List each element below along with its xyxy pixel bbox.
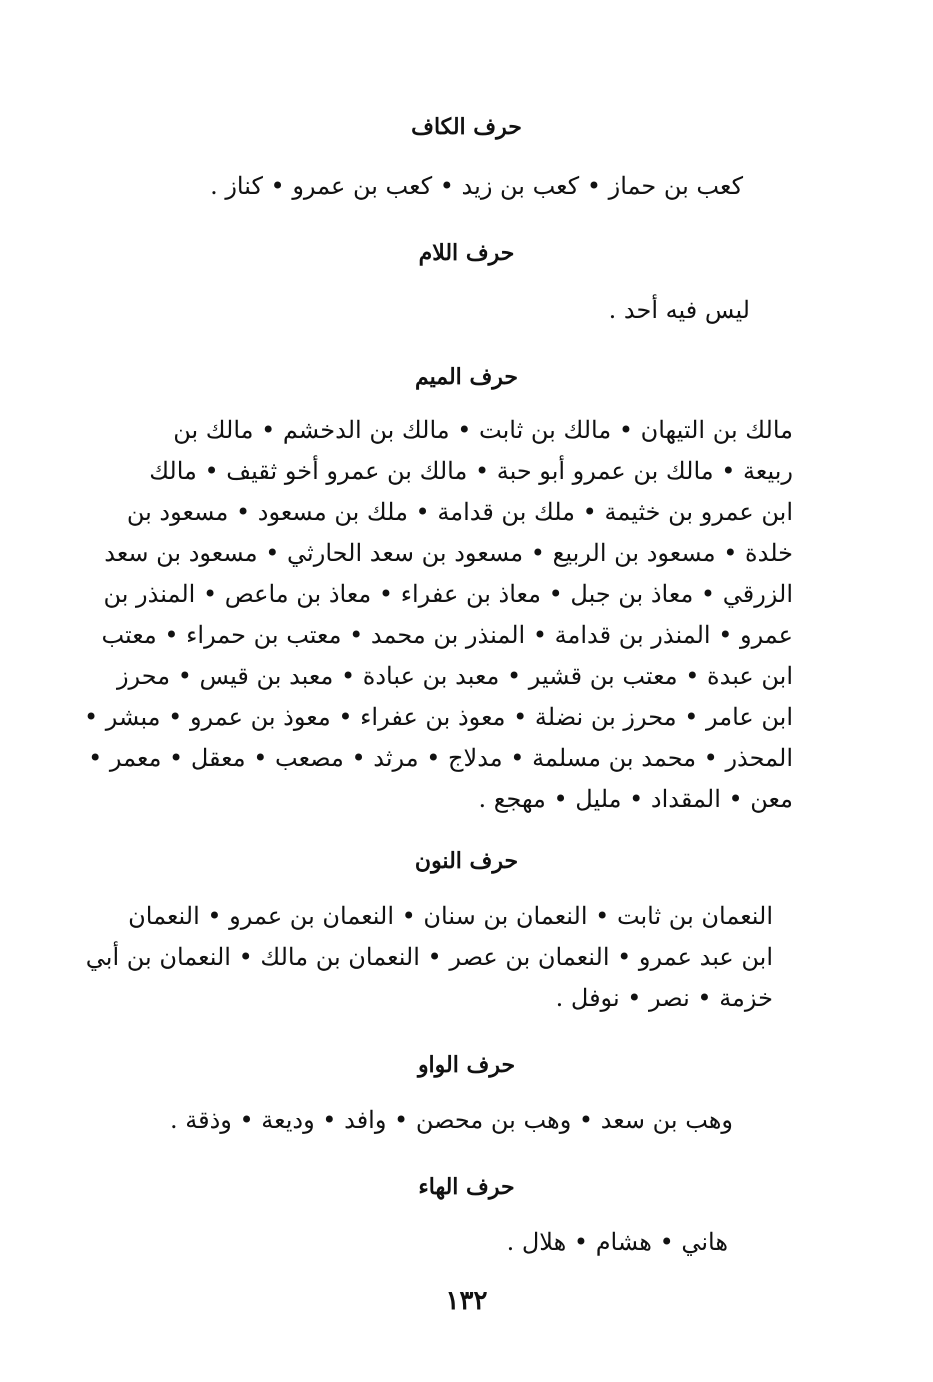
section-heading-ha: حرف الهاء — [418, 1174, 515, 1200]
section-heading-nun: حرف النون — [414, 848, 519, 874]
section-heading-mim: حرف الميم — [414, 364, 519, 390]
text-line: ليس فيه أحد . — [608, 296, 750, 324]
text-line: المحذر • محمد بن مسلمة • مدلاج • مرثد • مصعب • معقل • معمر • — [88, 744, 793, 772]
text-line: ابن عمرو بن خثيمة • ملك بن قدامة • ملك بن مسعود • مسعود بن — [126, 498, 793, 526]
text-line: معن • المقداد • مليل • مهجع . — [478, 785, 793, 813]
page-number: ١٣٢ — [445, 1286, 488, 1316]
text-line: الزرقي • معاذ بن جبل • معاذ بن عفراء • معاذ بن ماعص • المنذر بن — [103, 580, 793, 608]
text-line: وهب بن سعد • وهب بن محصن • وافد • وديعة • وذقة . — [169, 1106, 733, 1134]
text-line: النعمان بن ثابت • النعمان بن سنان • النعمان بن عمرو • النعمان — [128, 902, 773, 930]
text-line: ابن عبدة • معتب بن قشير • معبد بن عبادة • معبد بن قيس • محرز — [116, 662, 793, 690]
text-line: هاني • هشام • هلال . — [506, 1228, 728, 1256]
section-heading-lam: حرف اللام — [418, 240, 515, 266]
text-line: كعب بن حماز • كعب بن زيد • كعب بن عمرو • كناز . — [210, 172, 743, 200]
section-heading-kaf: حرف الكاف — [411, 114, 522, 140]
section-body-lam — [190, 290, 750, 331]
text-line: عمرو • المنذر بن قدامة • المنذر بن محمد • معتب بن حمراء • معتب — [101, 621, 793, 649]
section-body-waw — [169, 1100, 733, 1141]
section-body-ha — [328, 1222, 728, 1263]
section-body-kaf — [183, 166, 743, 207]
section-body-nun — [85, 896, 773, 1019]
text-line: ربيعة • مالك بن عمرو أبو حبة • مالك بن عمرو أخو ثقيف • مالك — [149, 457, 793, 485]
section-body-mim — [84, 410, 793, 820]
text-line: خزمة • نصر • نوفل . — [555, 984, 773, 1012]
text-line: ابن عبد عمرو • النعمان بن عصر • النعمان بن مالك • النعمان بن أبي — [85, 943, 773, 971]
text-line: خلدة • مسعود بن الربيع • مسعود بن سعد الحارثي • مسعود بن سعد — [104, 539, 793, 567]
section-heading-waw: حرف الواو — [417, 1052, 516, 1078]
text-line: ابن عامر • محرز بن نضلة • معوذ بن عفراء • معوذ بن عمرو • مبشر • — [84, 703, 793, 731]
text-line: مالك بن التيهان • مالك بن ثابت • مالك بن الدخشم • مالك بن — [173, 416, 793, 444]
